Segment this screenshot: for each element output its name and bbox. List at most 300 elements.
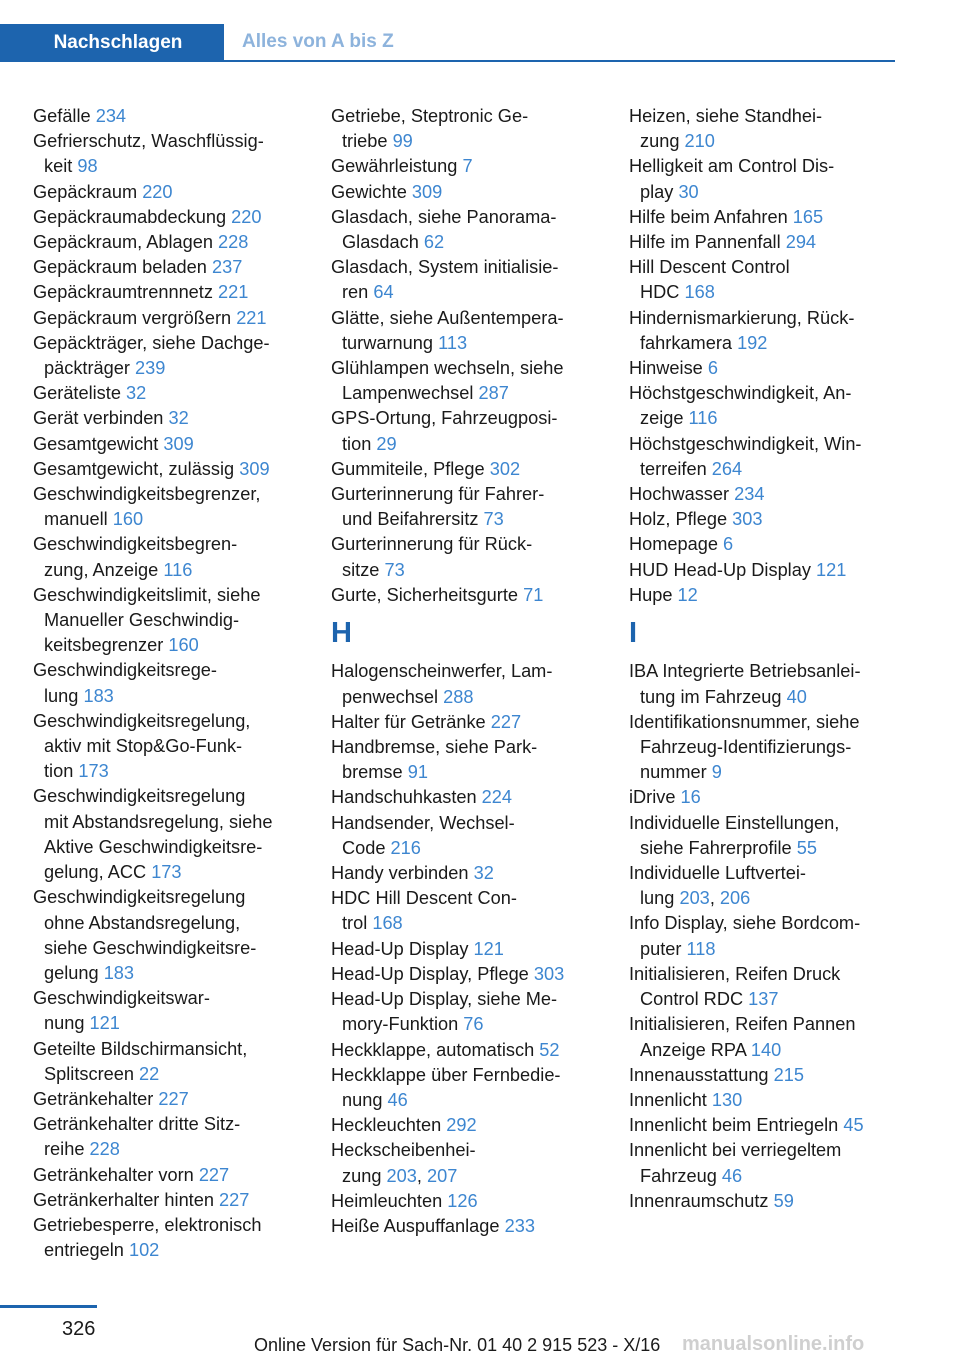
page-ref-link[interactable]: 73 <box>483 509 504 530</box>
entry-text: Hill Descent Control <box>629 257 790 278</box>
entry-text: Getränkehalter dritte Sitz- <box>33 1114 241 1135</box>
index-entry <box>33 482 308 532</box>
page-ref-link[interactable]: 32 <box>168 408 189 429</box>
page-ref-link[interactable]: 52 <box>539 1039 560 1060</box>
index-entry <box>331 937 606 962</box>
index-entry <box>331 861 606 886</box>
page-ref-link[interactable]: 91 <box>407 762 428 783</box>
entry-text: Halter für Getränke <box>331 711 486 732</box>
page-ref-link[interactable]: 228 <box>89 1139 120 1160</box>
entry-text: Anzeige RPA <box>640 1039 746 1060</box>
page-ref-link[interactable]: 288 <box>443 686 474 707</box>
page-ref-link[interactable]: 6 <box>723 534 734 555</box>
entry-text: nung <box>342 1089 383 1110</box>
entry-text: Manueller Geschwindig- <box>44 610 240 631</box>
index-entry <box>629 306 904 356</box>
entry-text: Gewährleistung <box>331 156 458 177</box>
entry-text: Getriebesperre, elektronisch <box>33 1214 262 1235</box>
index-entry <box>331 154 606 179</box>
page-ref-link[interactable]: 121 <box>473 938 504 959</box>
entry-text: Geschwindigkeitsregelung <box>33 786 246 807</box>
index-entry <box>331 180 606 205</box>
page-ref-link[interactable]: 98 <box>77 156 98 177</box>
page-ref-link[interactable]: 126 <box>447 1190 478 1211</box>
page-ref-link[interactable]: 292 <box>446 1115 477 1136</box>
entry-text: Handy verbinden <box>331 863 469 884</box>
page-ref-link[interactable]: 46 <box>387 1089 408 1110</box>
entry-text: mit Abstandsregelung, siehe <box>44 811 273 832</box>
entry-text: Heckklappe, automatisch <box>331 1039 535 1060</box>
page-ref-link[interactable]: 160 <box>168 635 199 656</box>
entry-text: Fahrzeug <box>640 1165 717 1186</box>
entry-text: Gurterinnerung für Fahrer- <box>331 484 545 505</box>
entry-text: tion <box>342 433 372 454</box>
entry-text: Glühlampen wechseln, siehe <box>331 358 564 379</box>
entry-text: Glätte, siehe Außentempera- <box>331 307 564 328</box>
entry-text: play <box>640 181 674 202</box>
entry-text: tion <box>44 761 74 782</box>
index-entry <box>33 658 308 708</box>
index-entry <box>33 255 308 280</box>
page-ref-link[interactable]: 55 <box>796 837 817 858</box>
index-entry <box>629 911 904 961</box>
entry-text: Hupe <box>629 584 673 605</box>
page-ref-link[interactable]: 183 <box>103 962 135 983</box>
page-ref-link[interactable]: 160 <box>112 509 144 530</box>
entry-text: Handsender, Wechsel- <box>331 812 515 833</box>
entry-text: Getränkehalter <box>33 1088 154 1109</box>
entry-text: siehe Geschwindigkeitsre- <box>44 937 257 958</box>
page-ref-link[interactable]: 239 <box>135 358 166 379</box>
entry-text: HDC <box>640 282 680 303</box>
index-entry <box>331 886 606 936</box>
index-entry <box>331 710 606 735</box>
index-entry <box>33 205 308 230</box>
page-ref-link[interactable]: 206 <box>719 888 751 909</box>
entry-text: Geschwindigkeitsrege- <box>33 660 217 681</box>
index-entry <box>629 255 904 305</box>
entry-text: Heckklappe über Fernbedie- <box>331 1064 561 1085</box>
page-ref-link[interactable]: 121 <box>89 1013 120 1034</box>
entry-text: Halogenscheinwerfer, Lam- <box>331 661 553 682</box>
page-ref-link[interactable]: 22 <box>139 1063 160 1084</box>
page-ref-link[interactable]: 130 <box>711 1089 743 1110</box>
page-ref-link[interactable]: 9 <box>711 762 722 783</box>
entry-text: Gesamtgewicht, zulässig <box>33 458 235 479</box>
index-entry <box>33 1112 308 1162</box>
page-ref-link[interactable]: 6 <box>707 358 718 379</box>
entry-text: Homepage <box>629 534 718 555</box>
entry-text: Höchstgeschwindigkeit, An- <box>629 383 852 404</box>
index-entry <box>629 811 904 861</box>
entry-text: fahrkamera <box>640 332 732 353</box>
entry-text: Gepäckraum, Ablagen <box>33 232 213 253</box>
entry-text: Heimleuchten <box>331 1190 443 1211</box>
index-column-2 <box>331 104 606 1239</box>
page-ref-link[interactable]: 116 <box>688 408 718 429</box>
entry-text: trol <box>342 913 368 934</box>
page-ref-link[interactable]: 220 <box>231 206 262 227</box>
entry-text: entriegeln <box>44 1240 124 1261</box>
index-entry <box>33 532 308 582</box>
entry-text: Hindernismarkierung, Rück- <box>629 307 855 328</box>
entry-text: manuell <box>44 509 108 530</box>
entry-text: keitsbegrenzer <box>44 635 164 656</box>
index-entry <box>33 104 308 129</box>
index-entry <box>33 1087 308 1112</box>
page-ref-link[interactable]: 227 <box>490 711 522 732</box>
page-ref-link[interactable]: 207 <box>426 1165 458 1186</box>
header-divider <box>224 60 895 62</box>
entry-text: terreifen <box>640 458 707 479</box>
footer-divider <box>0 1305 97 1308</box>
index-entry <box>629 558 904 583</box>
entry-text: Geschwindigkeitsbegrenzer, <box>33 484 261 505</box>
entry-text: Innenausstattung <box>629 1064 769 1085</box>
page-ref-link[interactable]: 121 <box>816 559 847 580</box>
index-entry <box>629 1113 904 1138</box>
entry-text: siehe Fahrerprofile <box>640 837 792 858</box>
tab-alles-von-a-bis-z[interactable] <box>224 24 394 60</box>
tab-nachschlagen-label: Nachschlagen <box>53 32 183 53</box>
index-entry <box>629 104 904 154</box>
index-entry <box>33 457 308 482</box>
index-entry <box>331 1113 606 1138</box>
entry-text: Höchstgeschwindigkeit, Win- <box>629 433 862 454</box>
entry-text: ren <box>342 282 369 303</box>
index-entry <box>331 987 606 1037</box>
index-entry <box>33 230 308 255</box>
index-entry: Individuelle Luftvertei- lung 203, 206 <box>629 863 806 909</box>
index-entry <box>331 406 606 456</box>
page-ref-link[interactable]: 233 <box>504 1215 535 1236</box>
entry-text: Control RDC <box>640 989 744 1010</box>
entry-text: keit <box>44 156 73 177</box>
index-entry <box>33 180 308 205</box>
index-entry: Heckscheibenhei- zung 203, 207 <box>331 1140 476 1186</box>
index-entry <box>33 784 308 885</box>
entry-text: Innenlicht <box>629 1089 707 1110</box>
entry-text: reihe <box>44 1139 85 1160</box>
index-entry <box>33 1163 308 1188</box>
index-entry <box>629 583 904 608</box>
entry-text: Gurte, Sicherheitsgurte <box>331 584 519 605</box>
index-entry <box>331 205 606 255</box>
entry-text: Geräteliste <box>33 383 121 404</box>
index-entry <box>33 331 308 381</box>
entry-text: Gepäckraum <box>33 181 138 202</box>
index-entry <box>629 710 904 786</box>
index-entry <box>331 356 606 406</box>
index-entry <box>33 1213 308 1263</box>
page-ref-link[interactable]: 45 <box>843 1115 864 1136</box>
entry-text: lung <box>640 888 675 909</box>
page-ref-link[interactable]: 192 <box>737 332 768 353</box>
index-entry <box>629 1088 904 1113</box>
entry-text: Geschwindigkeitsbegren- <box>33 534 238 555</box>
entry-text: Identifikationsnummer, siehe <box>629 711 860 732</box>
page-ref-link[interactable]: 227 <box>219 1189 250 1210</box>
page-ref-link[interactable]: 264 <box>711 458 743 479</box>
index-entry <box>331 583 606 608</box>
index-entry <box>629 785 904 810</box>
entry-text: Head-Up Display, siehe Me- <box>331 989 558 1010</box>
entry-text: Getriebe, Steptronic Ge- <box>331 106 529 126</box>
index-entry <box>33 1037 308 1087</box>
page-ref-link[interactable]: 303 <box>732 509 763 530</box>
index-column-3 <box>629 104 904 1214</box>
page-ref-link[interactable]: 227 <box>198 1164 230 1185</box>
page-ref-link[interactable]: 203 <box>386 1165 417 1186</box>
page-ref-link[interactable]: 116 <box>163 559 193 580</box>
entry-text: IBA Integrierte Betriebsanlei- <box>629 661 861 682</box>
page-ref-link[interactable]: 113 <box>438 332 468 353</box>
entry-text: Gepäckraum vergrößern <box>33 307 232 328</box>
page-ref-link[interactable]: 59 <box>773 1190 794 1211</box>
entry-text: Glasdach <box>342 232 419 253</box>
entry-text: zung <box>640 131 680 152</box>
entry-text: Heckleuchten <box>331 1115 442 1136</box>
entry-text: Individuelle Luftvertei- <box>629 863 806 884</box>
entry-text: Handschuhkasten <box>331 787 477 808</box>
entry-text: Getränkerhalter hinten <box>33 1189 214 1210</box>
entry-text: Innenraumschutz <box>629 1190 769 1211</box>
entry-text: Geteilte Bildschirmansicht, <box>33 1038 248 1059</box>
page-ref-link[interactable]: 203 <box>679 888 710 909</box>
entry-text: turwarnung <box>342 332 433 353</box>
index-entry <box>629 432 904 482</box>
page-ref-link[interactable]: 137 <box>748 989 779 1010</box>
entry-text: zung <box>342 1165 382 1186</box>
entry-text: Helligkeit am Control Dis- <box>629 156 835 177</box>
index-entry <box>33 986 308 1036</box>
section-letter: I <box>629 617 638 650</box>
index-entry <box>331 532 606 582</box>
entry-text: Hilfe beim Anfahren <box>629 206 788 227</box>
page-ref-link[interactable]: 220 <box>142 181 173 202</box>
page-ref-link[interactable]: 237 <box>211 257 243 278</box>
page-ref-link[interactable]: 215 <box>773 1064 804 1085</box>
page-ref-link[interactable]: 234 <box>95 106 127 126</box>
index-entry <box>629 1138 904 1188</box>
entry-text: Gepäckraum beladen <box>33 257 207 278</box>
page-ref-link[interactable]: 7 <box>462 156 473 177</box>
entry-text: triebe <box>342 131 388 152</box>
entry-text: und Beifahrersitz <box>342 509 479 530</box>
entry-text: mory-Funktion <box>342 1014 459 1035</box>
index-entry <box>629 230 904 255</box>
entry-text: Hilfe im Pannenfall <box>629 232 781 253</box>
index-entry <box>33 129 308 179</box>
page-ref-link[interactable]: 16 <box>680 787 701 808</box>
entry-text: nummer <box>640 762 707 783</box>
page-ref-link[interactable]: 183 <box>83 685 114 706</box>
entry-text: Head-Up Display <box>331 938 469 959</box>
index-entry <box>331 457 606 482</box>
entry-text: Innenlicht bei verriegeltem <box>629 1140 842 1161</box>
page-ref-link[interactable]: 168 <box>372 913 403 934</box>
page-ref-link[interactable]: 76 <box>463 1014 484 1035</box>
index-entry <box>629 154 904 204</box>
entry-text: Individuelle Einstellungen, <box>629 812 840 833</box>
page-header <box>0 0 895 62</box>
entry-text: zung, Anzeige <box>44 559 159 580</box>
entry-text: bremse <box>342 762 403 783</box>
entry-text: Holz, Pflege <box>629 509 728 530</box>
page-ref-link[interactable]: 29 <box>376 433 397 454</box>
entry-text: HDC Hill Descent Con- <box>331 888 517 909</box>
index-entry <box>33 406 308 431</box>
entry-text: Initialisieren, Reifen Pannen <box>629 1014 856 1035</box>
entry-text: Aktive Geschwindigkeitsre- <box>44 836 263 857</box>
page-ref-link[interactable]: 62 <box>423 232 445 253</box>
page-ref-link[interactable]: 30 <box>678 181 699 202</box>
index-entry <box>629 507 904 532</box>
page-ref-link[interactable]: 287 <box>478 383 509 404</box>
index-entry <box>331 1063 606 1113</box>
entry-text: aktiv mit Stop&Go-Funk- <box>44 736 243 757</box>
page-ref-link[interactable]: 40 <box>786 686 807 707</box>
entry-text: GPS-Ortung, Fahrzeugposi- <box>331 408 558 429</box>
entry-text: HUD Head-Up Display <box>629 559 811 580</box>
index-entry <box>33 280 308 305</box>
entry-text: Info Display, siehe Bordcom- <box>629 913 861 934</box>
entry-text: Innenlicht beim Entriegeln <box>629 1115 839 1136</box>
page-ref-link[interactable]: 46 <box>721 1165 743 1186</box>
index-entry <box>33 1188 308 1213</box>
page-ref-link[interactable]: 168 <box>684 282 715 303</box>
page-ref-link[interactable]: 32 <box>126 383 147 404</box>
entry-text: Heizen, siehe Standhei- <box>629 106 823 126</box>
index-entry <box>33 381 308 406</box>
page-ref-link[interactable]: 73 <box>384 559 405 580</box>
entry-text: Getränkehalter vorn <box>33 1164 194 1185</box>
entry-text: päckträger <box>44 358 130 379</box>
index-entry <box>629 205 904 230</box>
entry-text: Geschwindigkeitswar- <box>33 988 210 1009</box>
entry-text: Gefälle <box>33 106 91 126</box>
page-ref-link[interactable]: 303 <box>533 963 565 984</box>
page-ref-link[interactable]: 294 <box>785 232 817 253</box>
entry-text: lung <box>44 685 79 706</box>
index-entry <box>629 532 904 557</box>
index-entry <box>331 811 606 861</box>
page-ref-link[interactable]: 71 <box>523 584 544 605</box>
page-ref-link[interactable]: 221 <box>236 307 267 328</box>
page-ref-link[interactable]: 221 <box>218 282 249 303</box>
entry-text: gelung, ACC <box>44 862 147 883</box>
index-entry <box>331 659 606 709</box>
entry-text: gelung <box>44 962 99 983</box>
tab-alles-label: Alles von A bis Z <box>242 31 394 52</box>
page-ref-link[interactable]: 216 <box>390 837 421 858</box>
page-ref-link[interactable]: 140 <box>750 1039 782 1060</box>
page-ref-link[interactable]: 173 <box>151 862 182 883</box>
page-ref-link[interactable]: 210 <box>684 131 715 152</box>
entry-text: Code <box>342 837 386 858</box>
page-ref-link[interactable]: 228 <box>218 232 249 253</box>
entry-text: iDrive <box>629 787 676 808</box>
entry-text: Hochwasser <box>629 484 730 505</box>
entry-text: Head-Up Display, Pflege <box>331 963 529 984</box>
entry-text: Gepäckraumabdeckung <box>33 206 227 227</box>
entry-text: sitze <box>342 559 380 580</box>
index-entry <box>331 785 606 810</box>
entry-text: Gesamtgewicht <box>33 433 159 454</box>
entry-text: Glasdach, siehe Panorama- <box>331 206 557 227</box>
index-entry <box>33 432 308 457</box>
page-number: 326 <box>62 1318 96 1340</box>
entry-text: Gepäckträger, siehe Dachge- <box>33 332 270 353</box>
page-ref-link[interactable]: 32 <box>473 863 494 884</box>
index-entry <box>331 104 606 154</box>
index-entry <box>33 709 308 785</box>
page-ref-link[interactable]: 224 <box>481 787 513 808</box>
page-ref-link[interactable]: 12 <box>677 584 698 605</box>
index-entry <box>331 482 606 532</box>
entry-text: Gepäckraumtrennnetz <box>33 282 213 303</box>
page-ref-link[interactable]: 227 <box>158 1088 189 1109</box>
entry-text: Splitscreen <box>44 1063 134 1084</box>
entry-text: Glasdach, System initialisie- <box>331 257 559 278</box>
entry-text: zeige <box>640 408 684 429</box>
page-ref-link[interactable]: 102 <box>128 1240 160 1261</box>
section-letter: H <box>331 617 352 650</box>
page-ref-link[interactable]: 118 <box>686 938 716 959</box>
entry-text: Geschwindigkeitsregelung, <box>33 710 251 731</box>
index-entry <box>331 1214 606 1239</box>
entry-text: puter <box>640 938 682 959</box>
entry-text: penwechsel <box>342 686 439 707</box>
index-entry <box>331 255 606 305</box>
entry-text: Gummiteile, Pflege <box>331 458 485 479</box>
online-version-note: Online Version für Sach-Nr. 01 40 2 915 523 - X/16 <box>254 1335 661 1355</box>
tab-nachschlagen[interactable] <box>0 24 224 62</box>
index-entry <box>629 1063 904 1088</box>
index-entry <box>33 306 308 331</box>
page-ref-link[interactable]: 309 <box>411 181 443 202</box>
page-ref-link[interactable]: 173 <box>78 761 109 782</box>
entry-text: Heckscheibenhei- <box>331 1140 476 1161</box>
page-ref-link[interactable]: 99 <box>392 131 413 152</box>
page-ref-link[interactable]: 302 <box>489 458 521 479</box>
entry-text: Gurterinnerung für Rück- <box>331 534 533 555</box>
page-ref-link[interactable]: 309 <box>163 433 194 454</box>
index-entry <box>331 735 606 785</box>
entry-text: Hinweise <box>629 358 703 379</box>
entry-text: Lampenwechsel <box>342 383 474 404</box>
index-column-1 <box>33 104 308 1263</box>
entry-text: Gerät verbinden <box>33 408 164 429</box>
entry-text: Gefrierschutz, Waschflüssig- <box>33 131 264 152</box>
page-ref-link[interactable]: 64 <box>373 282 394 303</box>
entry-text: Initialisieren, Reifen Druck <box>629 963 841 984</box>
index-entry <box>33 583 308 659</box>
index-entry <box>629 356 904 381</box>
index-entry <box>331 306 606 356</box>
index-entry <box>629 1012 904 1062</box>
entry-text: ohne Abstandsregelung, <box>44 912 241 933</box>
entry-text: Fahrzeug-Identifizierungs- <box>640 737 852 758</box>
watermark: manualsonline.info <box>682 1333 865 1355</box>
entry-text: Heiße Auspuffanlage <box>331 1215 500 1236</box>
index-entry <box>629 482 904 507</box>
page-ref-link[interactable]: 234 <box>734 484 765 505</box>
entry-text: Handbremse, siehe Park- <box>331 737 538 758</box>
index-entry <box>629 1189 904 1214</box>
page-ref-link[interactable]: 165 <box>792 206 824 227</box>
page-ref-link[interactable]: 309 <box>239 458 270 479</box>
